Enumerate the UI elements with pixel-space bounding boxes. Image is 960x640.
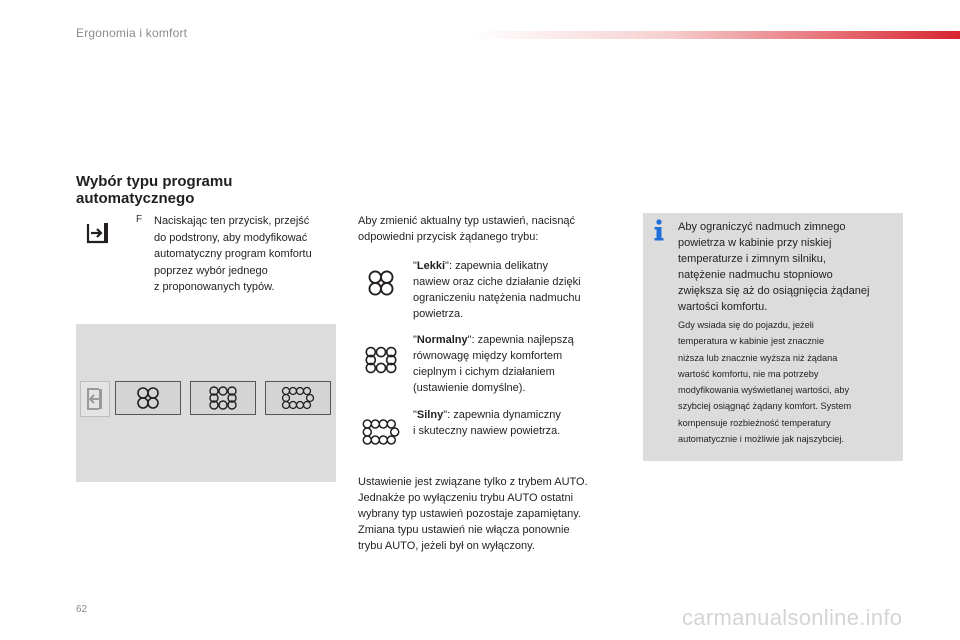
info-main-text <box>678 219 896 315</box>
header-title: Ergonomia i komfort <box>76 26 188 40</box>
info-main-line: powietrza w kabinie przy niskiej <box>678 237 832 249</box>
mode-light-line: ograniczeniu natężenia nadmuchu <box>413 292 581 304</box>
mode-light-description: "Lekki": zapewnia delikatny nawiew oraz ciche działanie dzięki ograniczeniu natężenia nadmuchu powietrza. <box>413 258 613 322</box>
fan-normal-icon <box>364 344 398 376</box>
mode-normal-name: Normalny <box>416 334 468 346</box>
info-small-line: wartość komfortu, nie ma potrzeby <box>678 368 819 379</box>
auto-mode-note <box>358 474 628 554</box>
fan-strong-icon <box>360 416 402 448</box>
back-icon <box>84 387 106 411</box>
bullet-marker: F <box>136 214 143 225</box>
fan-light-icon <box>135 385 161 411</box>
info-small-line: automatycznie i możliwie jak najszybciej. <box>678 434 844 445</box>
watermark: carmanualsonline.info <box>682 605 903 630</box>
info-small-line: temperatura w kabinie jest znacznie <box>678 336 825 347</box>
mode-normal-line: cieplnym i cichym działaniem <box>413 366 555 378</box>
mode-normal-description: "Normalny": zapewnia najlepszą równowagę między komfortem cieplnym i cichym działaniem (ustawienie domyślne). <box>413 332 613 396</box>
info-icon <box>652 219 666 241</box>
info-small-line: modyfikowania wyświetlanej wartości, aby <box>678 385 850 396</box>
mode-button-normal[interactable] <box>190 381 256 415</box>
intro-line: z proponowanych typów. <box>154 281 275 293</box>
section-title-line2: automatycznego <box>76 190 195 207</box>
intro-text <box>154 213 344 296</box>
info-main-line: temperaturze i zimnym silniku, <box>678 253 826 265</box>
mode-strong-line: ": zapewnia dynamiczny <box>443 409 561 421</box>
mode-light-line: powietrza. <box>413 308 464 320</box>
mode-normal-line: ": zapewnia najlepszą <box>467 334 574 346</box>
info-main-line: natężenie nadmuchu stopniowo <box>678 269 833 281</box>
mode-button-light[interactable] <box>115 381 181 415</box>
touchscreen-panel <box>76 324 336 482</box>
intro-line: poprzez wybór jednego <box>154 264 268 277</box>
mode-normal-line: (ustawienie domyślne). <box>413 382 526 394</box>
auto-note-line: Ustawienie jest związane tylko z trybem AUTO. <box>358 476 588 488</box>
mode-strong-name: Silny <box>416 409 444 421</box>
info-small-text <box>678 317 900 447</box>
mode-strong-description: "Silny": zapewnia dynamiczny i skuteczny nawiew powietrza. <box>413 407 613 439</box>
mode-strong-line: i skuteczny nawiew powietrza. <box>413 425 561 437</box>
info-small-line: niższa lub znacznie wyższa niż żądana <box>678 352 838 363</box>
auto-note-line: Jednakże po wyłączeniu trybu AUTO ostatni <box>358 492 574 504</box>
mode-normal-line: równowagę między komfortem <box>413 350 563 362</box>
mode-light-line: nawiew oraz ciche działanie dzięki <box>413 276 581 288</box>
info-small-line: Gdy wsiada się do pojazdu, jeżeli <box>678 320 814 330</box>
intro-line: do podstrony, aby modyfikować <box>154 231 308 244</box>
section-title-line1: Wybór typu programu <box>76 173 233 190</box>
section-title <box>76 173 336 207</box>
info-main-line: zwiększa się aż do osiągnięcia żądanej <box>678 285 870 297</box>
enter-page-icon <box>86 222 110 244</box>
fan-light-icon <box>366 268 396 298</box>
info-small-line: szybciej osiągnąć żądany komfort. System <box>678 401 852 412</box>
header-accent-bar <box>470 31 960 39</box>
fan-strong-icon <box>281 384 315 412</box>
info-small-line: kompensuje rozbieżność temperatury <box>678 417 831 428</box>
info-main-line: Aby ograniczyć nadmuch zimnego <box>678 221 846 233</box>
change-type-line: Aby zmienić aktualny typ ustawień, nacisnąć <box>358 215 576 227</box>
mode-light-line: ": zapewnia delikatny <box>445 260 549 272</box>
fan-normal-icon <box>208 384 238 412</box>
change-type-line: odpowiedni przycisk żądanego trybu: <box>358 231 539 243</box>
mode-button-strong[interactable] <box>265 381 331 415</box>
auto-note-line: wybrany typ ustawień pozostaje zapamiętany. <box>358 508 581 520</box>
intro-line: automatyczny program komfortu <box>154 248 312 260</box>
mode-light-name: Lekki <box>416 260 446 272</box>
auto-note-line: Zmiana typu ustawień nie włącza ponownie <box>358 524 570 536</box>
change-type-text <box>358 213 618 245</box>
page-number: 62 <box>76 604 88 615</box>
auto-note-line: trybu AUTO, jeżeli był on wyłączony. <box>358 540 535 552</box>
back-button[interactable] <box>80 381 110 417</box>
intro-line: Naciskając ten przycisk, przejść <box>154 215 310 227</box>
info-main-line: wartości komfortu. <box>678 301 768 313</box>
